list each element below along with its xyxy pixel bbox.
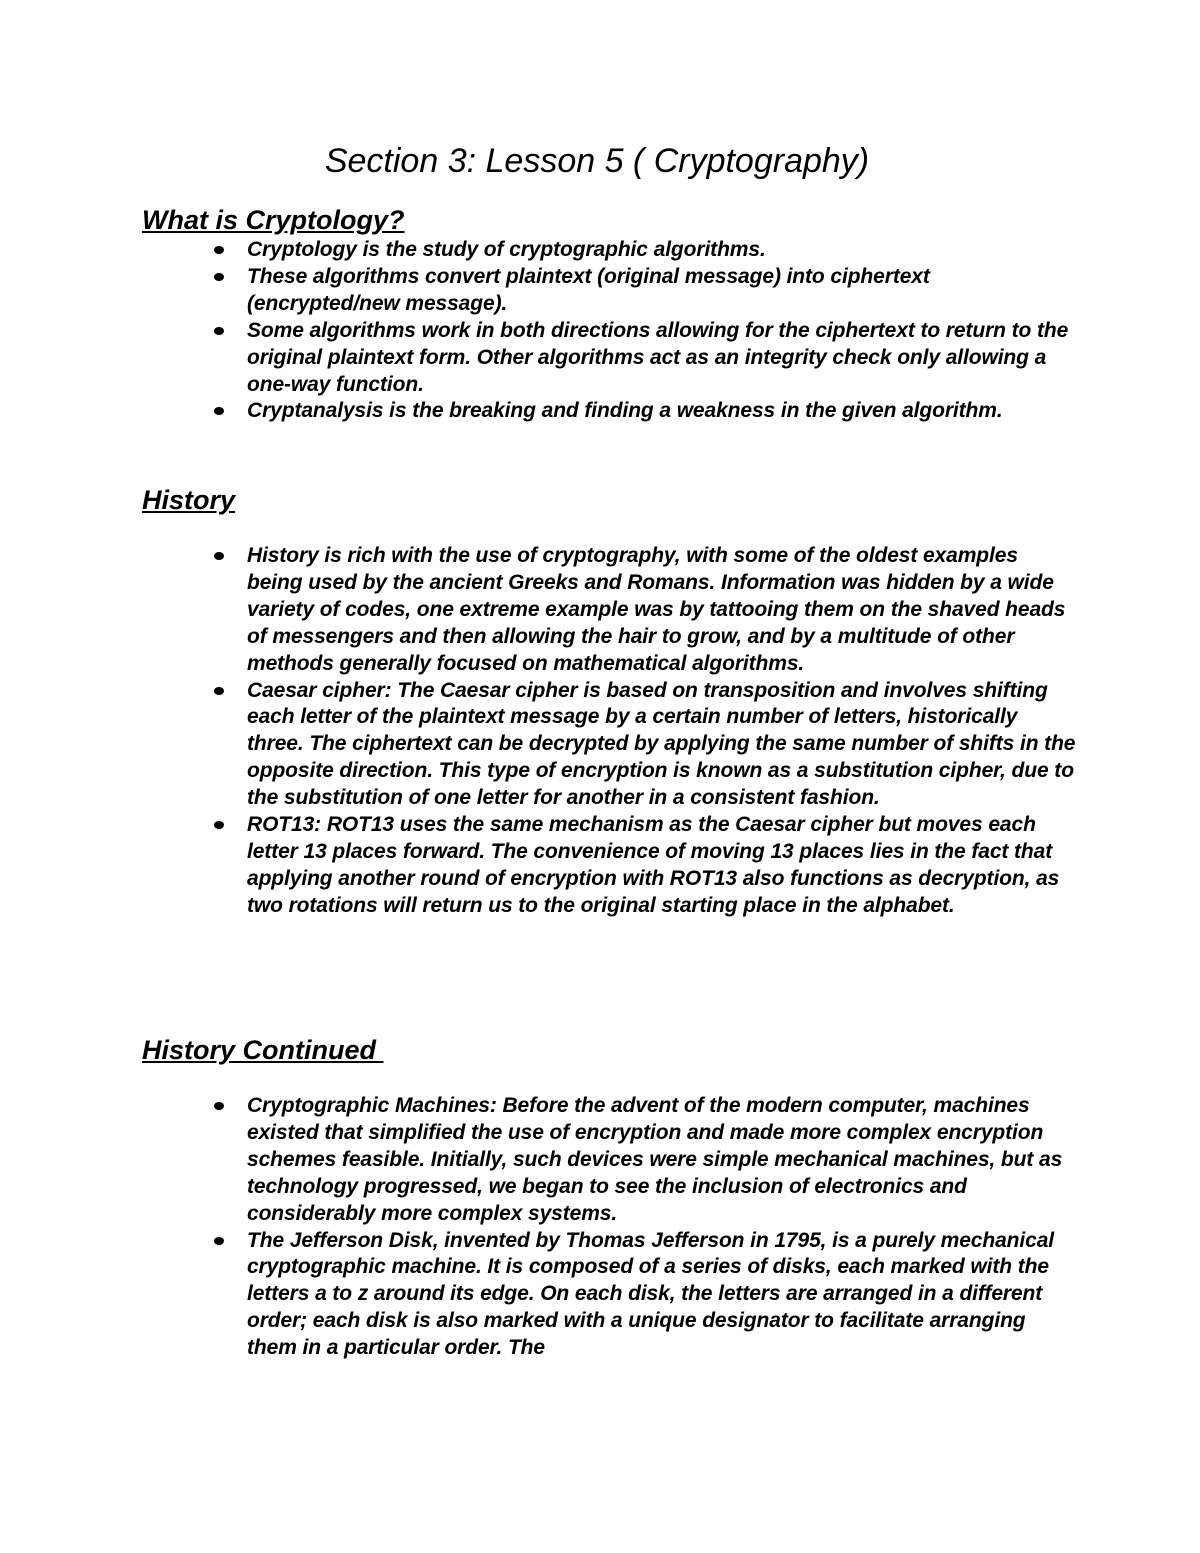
list-item-text: History is rich with the use of cryptography, with some of the oldest examples being used by the ancient Greeks and Romans. Information was hidden by a wide variety of codes, one extreme example was by tattooing them on the shaved heads of messengers and then allowing the hair to grow, and by a multitude of other methods generally focused on mathematical algorithms. xyxy=(247,544,1066,675)
bullet-list-history xyxy=(247,543,1077,920)
list-item xyxy=(247,1093,1077,1228)
list-item xyxy=(247,264,1077,318)
bullet-list-history-continued xyxy=(247,1093,1077,1362)
list-item xyxy=(247,398,1077,425)
list-item-text: Cryptographic Machines: Before the advent of the modern computer, machines existed that simplified the use of encryption and made more complex encryption schemes feasible. Initially, such devices were simple mechanical machines, but as technology progressed, we began to see the inclusion of electronics and considerably more complex systems. xyxy=(247,1094,1063,1225)
page-title: Section 3: Lesson 5 ( Cryptography) xyxy=(324,142,870,180)
bullet-icon xyxy=(214,246,224,254)
bullet-icon xyxy=(214,273,224,281)
list-item-text: Caesar cipher: The Caesar cipher is based on transposition and involves shifting each letter of the plaintext message by a certain number of letters, historically three. The ciphertext can be decrypted by applying the same number of shifts in the opposite direction. This type of encryption is known as a substitution cipher, due to the substitution of one letter for another in a consistent fashion. xyxy=(247,678,1076,810)
list-item xyxy=(247,318,1077,399)
list-item-text: Cryptology is the study of cryptographic algorithms. xyxy=(247,238,766,261)
list-item-text: ROT13: ROT13 uses the same mechanism as the Caesar cipher but moves each letter 13 places forward. The convenience of moving 13 places lies in the fact that applying another round of encryption with ROT13 also functions as decryption, as two rotations will return us to the original starting place in the alphabet. xyxy=(247,813,1060,917)
section-heading-what-is-cryptology: What is Cryptology? xyxy=(142,205,405,235)
list-item xyxy=(247,1228,1077,1363)
list-item-text: Some algorithms work in both directions allowing for the ciphertext to return to the original plaintext form. Other algorithms act as an integrity check only allowing a one-way function. xyxy=(247,318,1069,396)
bullet-icon xyxy=(214,1237,224,1245)
list-item-text: The Jefferson Disk, invented by Thomas Jefferson in 1795, is a purely mechanical cryptographic machine. It is composed of a series of disks, each marked with the letters a to z around its edge. On each disk, the letters are arranged in a different order; each disk is also marked with a unique designator to facilitate arranging them in a particular order. The xyxy=(247,1228,1055,1360)
list-item-text: These algorithms convert plaintext (original message) into ciphertext (encrypted/new message). xyxy=(247,264,930,315)
list-item xyxy=(247,237,1077,264)
bullet-icon xyxy=(214,552,224,560)
section-heading-history-continued: History Continued xyxy=(142,1035,384,1065)
bullet-list-what-is-cryptology xyxy=(247,237,1077,425)
bullet-icon xyxy=(214,687,224,695)
bullet-icon xyxy=(214,407,224,415)
list-item-text: Cryptanalysis is the breaking and finding a weakness in the given algorithm. xyxy=(247,399,1003,423)
bullet-icon xyxy=(214,327,224,335)
bullet-icon xyxy=(214,821,224,829)
list-item xyxy=(247,812,1077,920)
list-item xyxy=(247,678,1077,813)
section-heading-history: History xyxy=(142,485,236,515)
bullet-icon xyxy=(214,1102,224,1110)
list-item xyxy=(247,543,1077,678)
